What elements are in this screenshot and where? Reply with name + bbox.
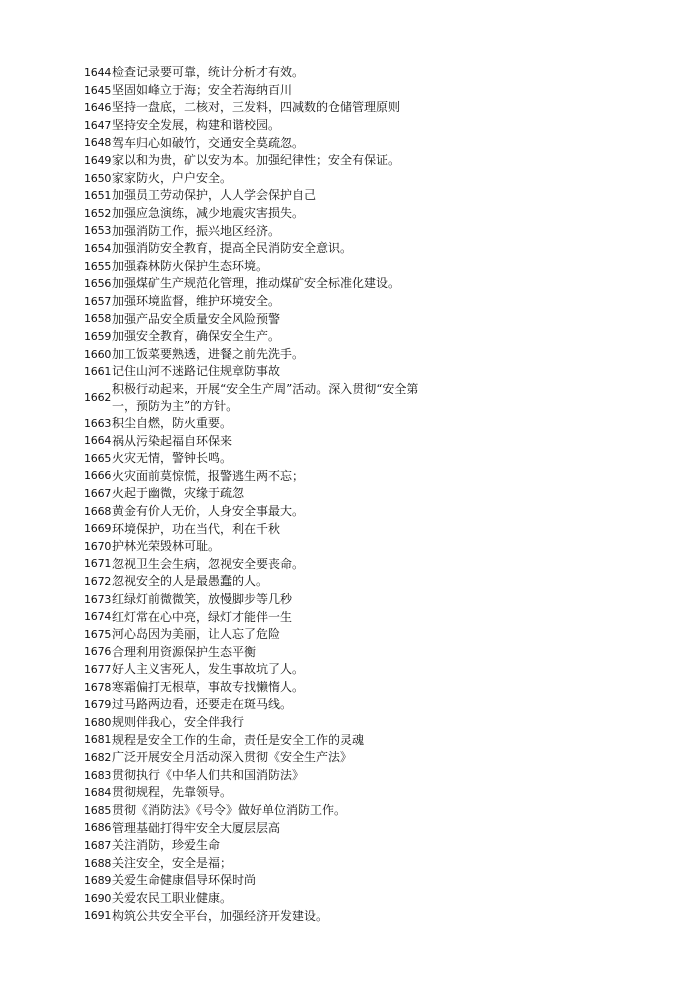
list-item	[84, 819, 644, 837]
item-text: 忽视安全的人是最愚蠢的人。	[112, 574, 269, 589]
item-text: 积极行动起来，开展“安全生产周”活动。深入贯彻“安全第一，预防为主”的方针。	[112, 381, 419, 413]
list-item	[84, 64, 644, 82]
item-number: 1646	[84, 101, 112, 115]
item-text: 广泛开展安全月活动深入贯彻《安全生产法》	[112, 750, 353, 765]
list-item	[84, 784, 644, 802]
item-text: 坚固如峰立于海；安全若海纳百川	[112, 82, 293, 97]
item-text: 祸从污染起福自环保来	[112, 433, 233, 448]
item-number: 1676	[84, 645, 112, 659]
list-item	[84, 187, 644, 205]
item-text: 关注消防，珍爱生命	[112, 838, 221, 853]
item-number: 1653	[84, 224, 112, 238]
item-text: 加强产品安全质量安全风险预警	[112, 311, 281, 326]
item-text: 记住山河不迷路记住规章防事故	[112, 364, 281, 379]
item-number: 1648	[84, 136, 112, 150]
item-number: 1672	[84, 575, 112, 589]
list-item	[84, 275, 644, 293]
item-text: 合理利用资源保护生态平衡	[112, 644, 257, 659]
item-number: 1657	[84, 294, 112, 308]
item-number: 1654	[84, 241, 112, 255]
item-text: 加强消防工作，振兴地区经济。	[112, 223, 281, 238]
list-item	[84, 82, 644, 100]
list-item	[84, 310, 644, 328]
list-item	[84, 855, 644, 873]
item-text: 火灾无情，警钟长鸣。	[112, 451, 233, 466]
item-text: 加强安全教育，确保安全生产。	[112, 329, 281, 344]
item-number: 1661	[84, 365, 112, 379]
item-text: 忽视卫生会生病，忽视安全要丧命。	[112, 556, 305, 571]
list-item	[84, 890, 644, 908]
list-item	[84, 538, 644, 556]
list-item	[84, 363, 644, 381]
item-number: 1679	[84, 698, 112, 712]
item-text: 过马路两边看，还要走在斑马线。	[112, 697, 293, 712]
item-number: 1650	[84, 171, 112, 185]
item-text: 加强煤矿生产规范化管理，推动煤矿安全标准化建设。	[112, 276, 401, 291]
item-number: 1666	[84, 469, 112, 483]
item-text: 贯彻规程，先靠领导。	[112, 785, 233, 800]
item-text: 河心岛因为美丽，让人忘了危险	[112, 627, 281, 642]
item-text: 加强消防安全教育，提高全民消防安全意识。	[112, 241, 353, 256]
item-text: 坚持安全发展，构建和谐校园。	[112, 118, 281, 133]
item-number: 1647	[84, 118, 112, 132]
item-text: 红绿灯前微微笑，放慢脚步等几秒	[112, 591, 293, 606]
item-number: 1644	[84, 66, 112, 79]
list-item	[84, 591, 644, 609]
item-number: 1683	[84, 768, 112, 782]
item-number: 1675	[84, 627, 112, 641]
item-number: 1645	[84, 83, 112, 97]
list-item	[84, 679, 644, 697]
item-number: 1677	[84, 663, 112, 676]
item-number: 1655	[84, 259, 112, 273]
list-item	[84, 485, 644, 503]
list-item	[84, 767, 644, 785]
list-item	[84, 907, 644, 925]
item-number: 1656	[84, 277, 112, 291]
item-number: 1668	[84, 504, 112, 518]
item-number: 1687	[84, 838, 112, 852]
item-number: 1678	[84, 680, 112, 694]
list-item	[84, 432, 644, 450]
item-number: 1663	[84, 416, 112, 430]
item-text: 护林光荣毁林可耻。	[112, 539, 221, 554]
item-number: 1649	[84, 153, 112, 167]
item-text: 加强员工劳动保护，人人学会保护自己	[112, 188, 317, 203]
item-text: 检查记录要可靠，统计分析才有效。	[112, 65, 305, 80]
list-item	[84, 643, 644, 661]
item-number: 1680	[84, 715, 112, 729]
list-item	[84, 696, 644, 714]
item-number: 1651	[84, 189, 112, 203]
list-item	[84, 802, 644, 820]
item-text: 规则伴我心，安全伴我行	[112, 715, 245, 730]
item-text: 火灾面前莫惊慌，报警逃生两不忘；	[112, 468, 305, 483]
item-text: 贯彻《消防法》《号令》做好单位消防工作。	[112, 803, 347, 818]
item-text: 红灯常在心中亮，绿灯才能伴一生	[112, 609, 293, 624]
list-item	[84, 258, 644, 276]
item-number: 1670	[84, 539, 112, 553]
item-number: 1667	[84, 487, 112, 501]
list-item	[84, 503, 644, 521]
item-text: 积尘自燃，防火重要。	[112, 415, 233, 430]
item-number: 1673	[84, 592, 112, 606]
list-item	[84, 293, 644, 311]
list-item	[84, 328, 644, 346]
item-text: 规程是安全工作的生命，责任是安全工作的灵魂	[112, 732, 365, 747]
item-number: 1686	[84, 821, 112, 835]
item-number: 1664	[84, 434, 112, 448]
list-item	[84, 467, 644, 485]
list-item	[84, 415, 644, 433]
list-item	[84, 749, 644, 767]
list-item	[84, 555, 644, 573]
item-text: 黄金有价人无价，人身安全事最大。	[112, 503, 305, 518]
item-text: 关爱农民工职业健康。	[112, 891, 233, 906]
item-text: 管理基础打得牢安全大厦层层高	[112, 820, 281, 835]
list-item	[84, 731, 644, 749]
item-number: 1691	[84, 909, 112, 923]
item-number: 1671	[84, 557, 112, 571]
list-item	[84, 99, 644, 117]
list-item	[84, 346, 644, 364]
item-text: 好人主义害死人，发生事故坑了人。	[112, 662, 305, 677]
list-item	[84, 222, 644, 240]
list-item	[84, 573, 644, 591]
item-number: 1665	[84, 451, 112, 465]
list-item	[84, 117, 644, 135]
item-text: 加强应急演练，减少地震灾害损失。	[112, 206, 305, 221]
item-text: 坚持一盘底，二核对，三发料，四减数的仓储管理原则	[112, 100, 401, 115]
list-item	[84, 837, 644, 855]
item-text: 家以和为贵，矿以安为本。加强纪律性；安全有保证。	[112, 153, 401, 168]
item-number: 1662	[84, 390, 112, 404]
list-item	[84, 520, 644, 538]
list-item	[84, 152, 644, 170]
item-text: 环境保护，功在当代，利在千秋	[112, 521, 281, 536]
item-number: 1659	[84, 329, 112, 343]
item-number: 1682	[84, 750, 112, 764]
item-number: 1652	[84, 206, 112, 220]
list-item	[84, 608, 644, 626]
item-number: 1689	[84, 874, 112, 888]
list-item	[84, 661, 644, 679]
item-number: 1688	[84, 856, 112, 870]
item-number: 1674	[84, 610, 112, 624]
list-item	[84, 450, 644, 468]
item-number: 1690	[84, 891, 112, 905]
item-text: 火起于幽微，灾缘于疏忽	[112, 486, 245, 501]
item-text: 驾车归心如破竹，交通安全莫疏忽。	[112, 135, 305, 150]
list-item	[84, 714, 644, 732]
item-text: 贯彻执行《中华人们共和国消防法》	[112, 767, 305, 782]
list-item	[84, 170, 644, 188]
item-number: 1658	[84, 312, 112, 326]
item-number: 1685	[84, 803, 112, 817]
item-text: 加强环境监督，维护环境安全。	[112, 294, 281, 309]
list-item	[84, 626, 644, 644]
item-text: 寒霜偏打无根草，事故专找懒惰人。	[112, 679, 305, 694]
item-number: 1684	[84, 786, 112, 800]
list-item	[84, 205, 644, 223]
item-text: 构筑公共安全平台，加强经济开发建设。	[112, 908, 329, 923]
item-number: 1660	[84, 347, 112, 361]
item-text: 关爱生命健康倡导环保时尚	[112, 873, 257, 888]
list-item	[84, 134, 644, 152]
item-text: 加工饭菜要熟透，进餐之前先洗手。	[112, 346, 305, 361]
list-item	[84, 240, 644, 258]
list-item	[84, 872, 644, 890]
slogan-list	[84, 64, 644, 925]
item-number: 1669	[84, 522, 112, 536]
item-text: 加强森林防火保护生态环境。	[112, 258, 269, 273]
list-item	[84, 381, 644, 415]
item-text: 关注安全，安全是福；	[112, 855, 233, 870]
item-number: 1681	[84, 733, 112, 747]
item-text: 家家防火，户户安全。	[112, 170, 233, 185]
